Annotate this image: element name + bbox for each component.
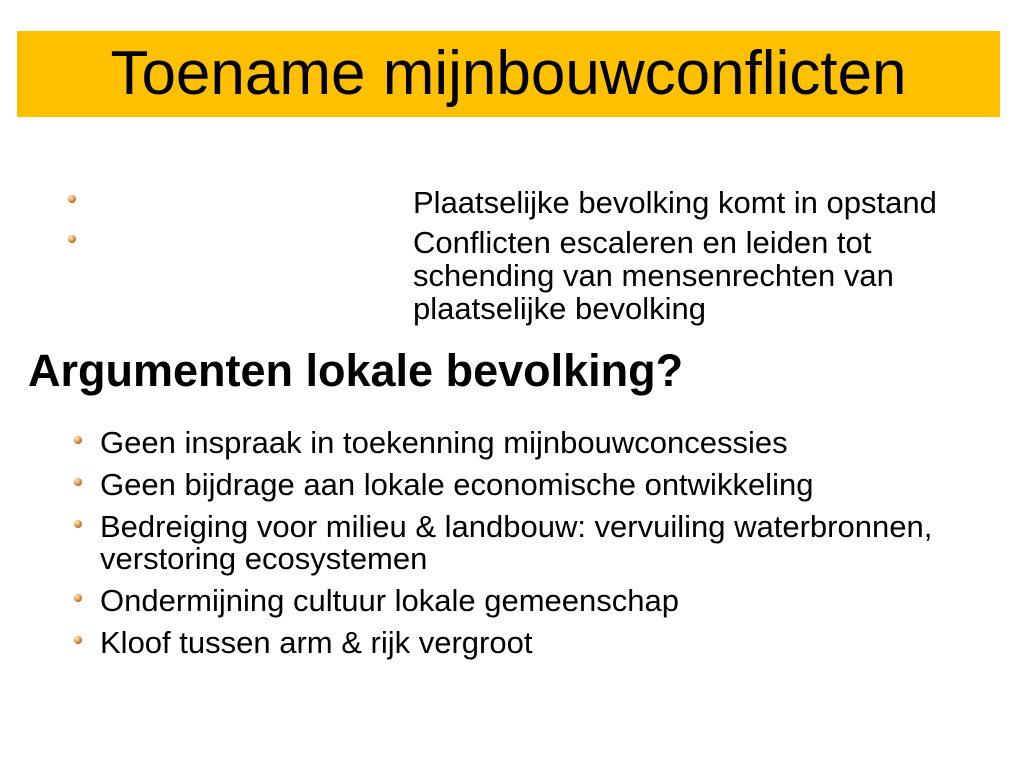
intro-bullet-item xyxy=(0,226,973,325)
argument-bullet-item xyxy=(0,469,980,501)
bullet-sphere-icon xyxy=(74,594,82,602)
argument-bullet-item xyxy=(0,585,980,617)
intro-bullet-list xyxy=(0,186,973,325)
bullet-text: Geen inspraak in toekenning mijnbouwconcessies xyxy=(100,425,788,460)
bullet-text: Kloof tussen arm & rijk vergroot xyxy=(100,625,533,660)
slide-title: Toename mijnbouwconflicten xyxy=(110,39,907,108)
bullet-text: Ondermijning cultuur lokale gemeenschap xyxy=(100,583,679,618)
bullet-text: Plaatselijke bevolking komt in opstand xyxy=(413,185,937,220)
bullet-sphere-icon xyxy=(74,436,82,444)
argument-bullet-item xyxy=(0,427,980,459)
argument-bullet-item xyxy=(0,627,980,659)
section-heading: Argumenten lokale bevolking? xyxy=(28,345,684,396)
bullet-sphere-icon xyxy=(74,520,82,528)
argument-bullet-list xyxy=(0,427,980,659)
bullet-text: Geen bijdrage aan lokale economische ontwikkeling xyxy=(100,467,814,502)
bullet-sphere-icon xyxy=(74,478,82,486)
bullet-text: Bedreiging voor milieu & landbouw: vervuiling waterbronnen, verstoring ecosystemen xyxy=(100,509,933,576)
intro-bullet-item xyxy=(0,186,973,219)
bullet-sphere-icon xyxy=(68,195,76,203)
bullet-sphere-icon xyxy=(74,636,82,644)
title-banner xyxy=(17,31,1000,117)
bullet-text: Conflicten escaleren en leiden tot schending van mensenrechten van plaatselijke bevolking xyxy=(413,225,894,326)
bullet-sphere-icon xyxy=(68,235,76,243)
argument-bullet-item xyxy=(0,511,980,575)
